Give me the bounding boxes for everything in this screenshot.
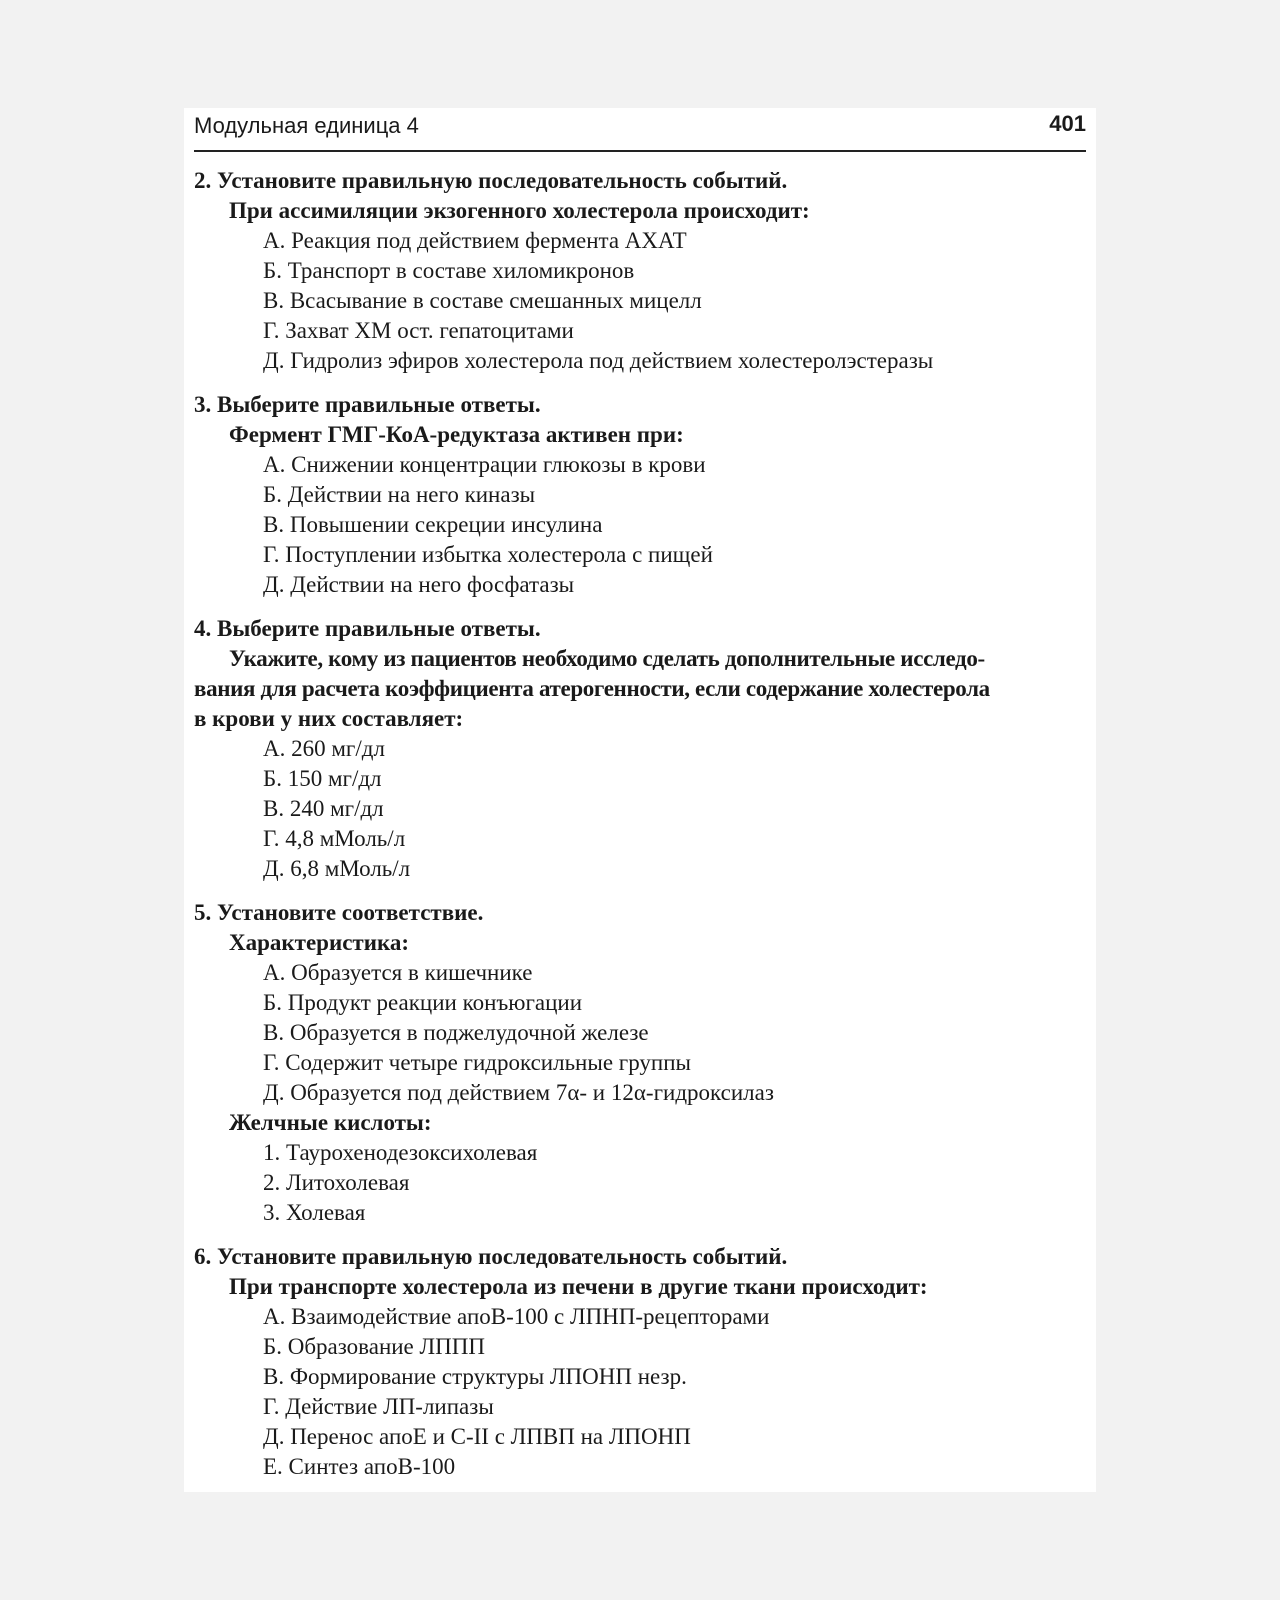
question-prompt: При ассимиляции экзогенного холестерола происходит:: [229, 198, 810, 223]
answer-option: Б. Образование ЛППП: [263, 1334, 485, 1359]
running-head: Модульная единица 4: [194, 113, 419, 138]
answer-option: Г. Поступлении избытка холестерола с пищей: [263, 542, 713, 567]
question-6: [194, 1242, 1086, 1482]
answer-option: Д. Образуется под действием 7α- и 12α-гидроксилаз: [263, 1080, 774, 1105]
question-3: [194, 390, 1086, 600]
answer-option: В. Образуется в поджелудочной железе: [263, 1020, 649, 1045]
answer-option: А. Реакция под действием фермента АХАТ: [263, 228, 687, 253]
match-option: 2. Литохолевая: [263, 1170, 410, 1195]
answer-option: Д. Гидролиз эфиров холестерола под действием холестеролэстеразы: [263, 348, 934, 373]
answer-option: Г. Захват ХМ ост. гепатоцитами: [263, 318, 574, 343]
question-title: 6. Установите правильную последовательность событий.: [194, 1244, 788, 1269]
answer-option: Д. Перенос апоЕ и С-II с ЛПВП на ЛПОНП: [263, 1424, 691, 1449]
match-option: 3. Холевая: [263, 1200, 366, 1225]
question-prompt-line: в крови у них составляет:: [194, 706, 464, 731]
answer-option: А. Снижении концентрации глюкозы в крови: [263, 452, 706, 477]
question-prompt-line: вания для расчета коэффициента атерогенности, если содержание холестерола: [194, 676, 990, 701]
column-b-heading: Желчные кислоты:: [229, 1110, 432, 1135]
question-title: 3. Выберите правильные ответы.: [194, 392, 541, 417]
answer-option: Г. Действие ЛП-липазы: [263, 1394, 494, 1419]
question-title: 2. Установите правильную последовательность событий.: [194, 168, 788, 193]
answer-option: Б. Действии на него киназы: [263, 482, 536, 507]
page-number: 401: [1049, 111, 1086, 136]
answer-option: Д. 6,8 мМоль/л: [263, 856, 411, 881]
question-prompt: При транспорте холестерола из печени в другие ткани происходит:: [229, 1274, 928, 1299]
question-title: 5. Установите соответствие.: [194, 900, 484, 925]
book-page: [184, 108, 1096, 1492]
answer-option: А. Образуется в кишечнике: [263, 960, 533, 985]
column-a-heading: Характеристика:: [229, 930, 410, 955]
answer-option: В. Формирование структуры ЛПОНП незр.: [263, 1364, 687, 1389]
answer-option: Г. 4,8 мМоль/л: [263, 826, 406, 851]
question-title: 4. Выберите правильные ответы.: [194, 616, 541, 641]
answer-option: В. Повышении секреции инсулина: [263, 512, 603, 537]
question-5: [194, 898, 1086, 1228]
answer-option: Е. Синтез апоВ-100: [263, 1454, 456, 1479]
question-2: [194, 166, 1086, 376]
answer-option: Д. Действии на него фосфатазы: [263, 572, 575, 597]
answer-option: А. Взаимодействие апоВ-100 с ЛПНП-рецепторами: [263, 1304, 770, 1329]
answer-option: В. 240 мг/дл: [263, 796, 384, 821]
answer-option: А. 260 мг/дл: [263, 736, 385, 761]
answer-option: Г. Содержит четыре гидроксильные группы: [263, 1050, 691, 1075]
answer-option: Б. 150 мг/дл: [263, 766, 382, 791]
answer-option: Б. Транспорт в составе хиломикронов: [263, 258, 635, 283]
match-option: 1. Таурохенодезоксихолевая: [263, 1140, 538, 1165]
question-prompt: Фермент ГМГ-КоА-редуктаза активен при:: [229, 422, 684, 447]
page-header: [194, 110, 1086, 152]
question-prompt-line: Укажите, кому из пациентов необходимо сделать дополнительные исследо-: [229, 646, 985, 671]
question-4: [194, 614, 1086, 884]
page-content: [194, 166, 1086, 1496]
answer-option: В. Всасывание в составе смешанных мицелл: [263, 288, 702, 313]
answer-option: Б. Продукт реакции конъюгации: [263, 990, 583, 1015]
